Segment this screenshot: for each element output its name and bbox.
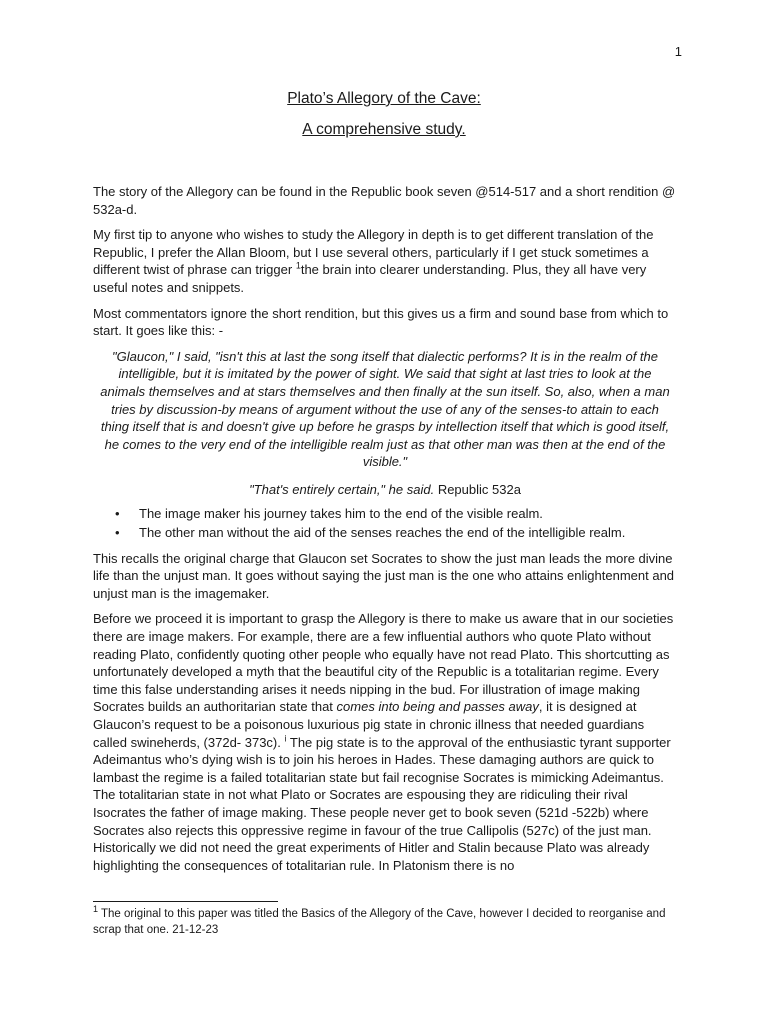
document-title: Plato’s Allegory of the Cave: xyxy=(287,90,481,107)
list-item xyxy=(93,524,677,542)
footnote-text: The original to this paper was titled the Basics of the Allegory of the Cave, however I decided to reorganise and scrap that one. 21-12-23 xyxy=(93,908,666,936)
quote-reply-text: "That's entirely certain," he said. xyxy=(249,481,435,497)
quote-reference: Republic 532a xyxy=(434,481,521,497)
paragraph-image-makers xyxy=(93,610,677,874)
quote-reply xyxy=(93,481,677,499)
paragraph-intro: The story of the Allegory can be found in the Republic book seven @514-517 and a short rendition @ 532a-d. xyxy=(93,184,676,217)
list-item xyxy=(93,505,677,523)
page-number: 1 xyxy=(674,44,682,59)
endnote-reference: i xyxy=(284,733,287,744)
footnote-divider xyxy=(93,901,278,902)
paragraph-glaucon-charge: This recalls the original charge that Glaucon set Socrates to show the just man leads the more divine life than the unjust man. It goes without saying the just man is the one who attains enlightenment and unjust man is the imagemaker. xyxy=(93,550,675,601)
paragraph-short-rendition: Most commentators ignore the short rendition, but this gives us a firm and sound base from which to start. It goes like this: - xyxy=(93,305,669,339)
list-item-text: The other man without the aid of the senses reaches the end of the intelligible realm. xyxy=(139,525,626,541)
bullet-list xyxy=(93,505,677,542)
bullet-icon: • xyxy=(115,525,120,541)
paragraph-text: the brain into clearer understanding. Plus, they all have very useful notes and snippets. xyxy=(93,262,647,295)
bullet-icon: • xyxy=(115,505,120,521)
footnote xyxy=(93,904,677,938)
footnote-reference: 1 xyxy=(295,261,301,272)
footnote-number: 1 xyxy=(93,904,99,915)
paragraph-text: The pig state is to the approval of the enthusiastic tyrant supporter Adeimantus who’s dying wish is to join his heroes in Hades. These damaging authors are quick to lambast the regime is a failed totalitarian state but fail recognise Socrates is mimicking Adeimantus. The totalitarian state in not what Plato or Socrates are espousing they are ridiculing their rival Isocrates the father of image making. These people never get to book seven (521d -522b) where Socrates also rejects this oppressive regime in favour of the true Callipolis (527c) of the just man. Historically we did not need the great experiments of Hitler and Stalin because Plato was already highlighting the consequences of totalitarian rule. In Platonism there is no xyxy=(93,734,671,873)
paragraph-text: , it is designed at Glaucon’s request to be a poisonous luxurious pig state in chronic illness that needed guardians called swineherds, (372d- 373c). xyxy=(93,699,645,750)
title-block xyxy=(93,89,675,139)
body-text xyxy=(93,183,677,882)
paragraph-text: Before we proceed it is important to grasp the Allegory is there to make us aware that in our societies there are image makers. For example, there are a few influential authors who quote Plato without reading Plato, confidently quoting other people who equally have not read Plato. This shortcutting as unfortunately developed a myth that the beautiful city of the Republic is a totalitarian regime. Every time this false understanding arises it needs nipping in the bud. For illustration of image making Socrates builds an authoritarian state that xyxy=(93,611,674,715)
paragraph-italic-text: comes into being and passes away xyxy=(336,699,539,715)
document-subtitle: A comprehensive study. xyxy=(302,121,466,138)
paragraph-translation-tip xyxy=(93,226,677,296)
paragraph-text: My first tip to anyone who wishes to study the Allegory in depth is to get different translation of the Republic, I prefer the Allan Bloom, but I use several others, particularly if I get stuck sometimes a different twist of phrase can trigger xyxy=(93,227,654,278)
list-item-text: The image maker his journey takes him to the end of the visible realm. xyxy=(139,505,543,521)
block-quote: "Glaucon," I said, "isn't this at last the song itself that dialectic performs? It is in the realm of the intelligible, but it is imitated by the power of sight. We said that sight at last tries to look at the animals themselves and at stars themselves and then finally at the sun itself. So, also, when a man tries by discussion-by means of argument without the use of any of the senses-to attain to each thing itself that is and doesn't give up before he grasps by intellection itself that which is good itself, he comes to the very end of the intelligible realm just as that other man was then at the end of the visible." xyxy=(100,348,670,470)
